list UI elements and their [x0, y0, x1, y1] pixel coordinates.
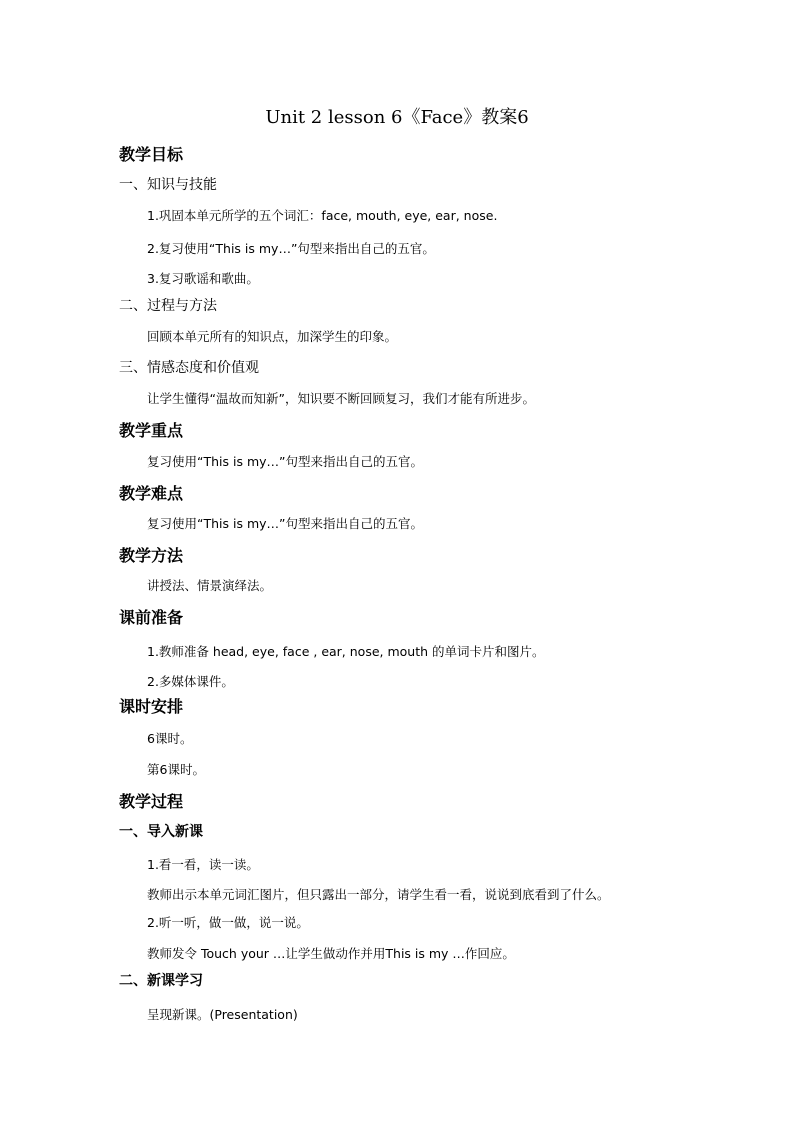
section-heading-procedure: 教学过程: [119, 792, 184, 811]
attitude-text: 让学生懂得“温故而知新”，知识要不断回顾复习，我们才能有所进步。: [147, 391, 535, 406]
preparation-item-1: 1.教师准备 head, eye, face , ear, nose, mouth 的单词卡片和图片。: [147, 644, 545, 659]
page-title: Unit 2 lesson 6《Face》教案6: [265, 107, 529, 128]
intro-item-2: 教师出示本单元词汇图片，但只露出一部分，请学生看一看，说说到底看到了什么。: [147, 887, 610, 902]
intro-item-4: 教师发令 Touch your …让学生做动作并用This is my …作回应。: [147, 946, 515, 961]
subheading-new-lesson: 二、新课学习: [119, 973, 203, 989]
process-text: 回顾本单元所有的知识点，加深学生的印象。: [147, 329, 398, 344]
subheading-process: 二、过程与方法: [119, 298, 217, 314]
subheading-intro: 一、导入新课: [119, 824, 203, 840]
method-text: 讲授法、情景演绎法。: [147, 578, 273, 593]
subheading-attitude: 三、情感态度和价值观: [119, 360, 259, 376]
section-heading-key-point: 教学重点: [119, 421, 184, 440]
intro-item-3: 2.听一听，做一做，说一说。: [147, 915, 309, 930]
schedule-item-2: 第6课时。: [147, 762, 205, 777]
key-point-text: 复习使用“This is my…”句型来指出自己的五官。: [147, 454, 424, 469]
section-heading-schedule: 课时安排: [119, 697, 184, 716]
subheading-knowledge: 一、知识与技能: [119, 177, 217, 193]
section-heading-preparation: 课前准备: [119, 608, 184, 627]
section-heading-difficulty: 教学难点: [119, 484, 184, 503]
section-heading-method: 教学方法: [119, 546, 184, 565]
schedule-item-1: 6课时。: [147, 731, 193, 746]
section-heading-objectives: 教学目标: [119, 145, 184, 164]
knowledge-item-3: 3.复习歌谣和歌曲。: [147, 271, 259, 286]
difficulty-text: 复习使用“This is my…”句型来指出自己的五官。: [147, 516, 424, 531]
preparation-item-2: 2.多媒体课件。: [147, 674, 234, 689]
knowledge-item-2: 2.复习使用“This is my…”句型来指出自己的五官。: [147, 241, 435, 256]
knowledge-item-1: 1.巩固本单元所学的五个词汇：face, mouth, eye, ear, nose.: [147, 208, 498, 223]
new-lesson-item-1: 呈现新课。(Presentation): [147, 1007, 298, 1022]
intro-item-1: 1.看一看，读一读。: [147, 857, 259, 872]
